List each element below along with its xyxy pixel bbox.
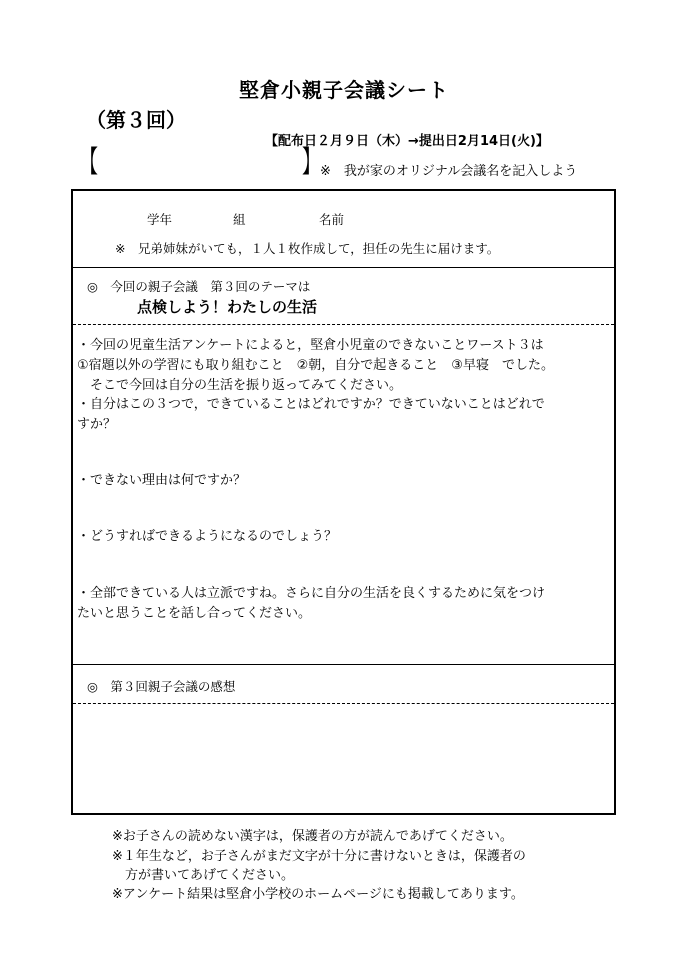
intro-line: ・今回の児童生活アンケートによると，堅倉小児童のできないことワースト３は (77, 338, 544, 353)
footnote: ※お子さんの読めない漢字は，保護者の方が読んであげてください。 (112, 829, 513, 844)
intro-line: ①宿題以外の学習にも取り組むこと ②朝，自分で起きること ③早寝 でした。 (77, 358, 554, 373)
question-1: ・自分はこの３つで，できていることはどれですか？できていないことはどれで (77, 397, 545, 412)
round-label: （第３回） (86, 108, 186, 132)
question-2: ・できない理由は何ですか？ (77, 473, 247, 488)
meeting-name-note: ※ 我が家のオリジナル会議名を記入しよう (320, 164, 578, 179)
distribution-dates: 【配布日２月９日（木）→提出日2月14日(火)】 (265, 134, 549, 149)
dashed-divider (73, 703, 614, 704)
grade-label: 学年 (147, 212, 173, 227)
sheet-title: 堅倉小親子会議シート (239, 78, 449, 102)
footnote: 方が書いてあげてください。 (112, 868, 295, 883)
class-label: 組 (233, 212, 246, 227)
sibling-note: ※ 兄弟姉妹がいても，１人１枚作成して，担任の先生に届けます。 (115, 241, 500, 256)
meeting-name-bracket-close: 】 (302, 145, 320, 180)
divider (73, 267, 614, 268)
name-label: 名前 (319, 212, 345, 227)
meeting-name-bracket-open: 【 (80, 145, 98, 180)
meeting-name-field[interactable] (100, 150, 300, 176)
question-1-cont: すか？ (77, 417, 117, 432)
theme-header: ◎ 今回の親子会議 第３回のテーマは (87, 279, 311, 294)
dashed-divider (73, 324, 614, 325)
footnote: ※１年生など，お子さんがまだ文字が十分に書けないときは，保護者の (112, 849, 526, 864)
impressions-header: ◎ 第３回親子会議の感想 (87, 679, 236, 694)
impressions-writing-area[interactable] (79, 711, 609, 807)
question-4-cont: たいと思うことを話し合ってください。 (77, 606, 312, 621)
intro-line: そこで今回は自分の生活を振り返ってみてください。 (77, 378, 403, 393)
theme-title: 点検しよう！わたしの生活 (137, 298, 318, 316)
worksheet-box (71, 189, 616, 815)
divider (73, 664, 614, 665)
question-3: ・どうすればできるようになるのでしょう？ (77, 529, 338, 544)
footnote: ※アンケート結果は堅倉小学校のホームページにも掲載してあります。 (112, 887, 524, 902)
question-4: ・全部できている人は立派ですね。さらに自分の生活を良くするために気をつけ (77, 586, 546, 601)
